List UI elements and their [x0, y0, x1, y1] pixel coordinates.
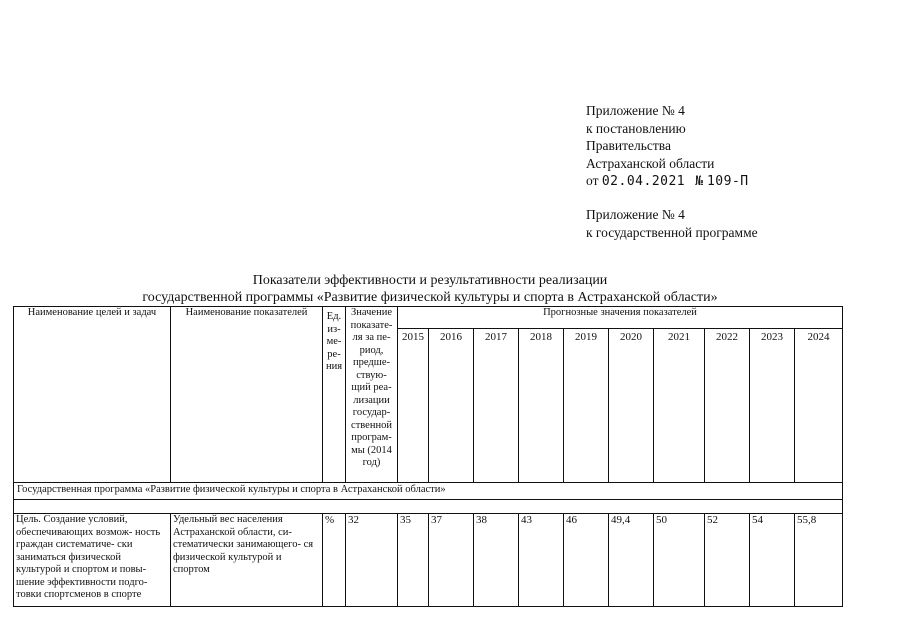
value-cell: 43 — [519, 514, 564, 607]
header-prev-value: Значение показате- ля за пе- риод, предше- ствую- щий реа- лизации государ- ственной програм- мы (2014 год) — [346, 307, 398, 483]
annex-decree-date-line — [586, 172, 886, 191]
value-cell: 49,4 — [609, 514, 654, 607]
header-forecast: Прогнозные значения показателей — [398, 307, 843, 329]
goal-cell: Цель. Создание условий, обеспечивающих возмож- ность граждан систематиче- ски заниматься физической культурой и спортом и повы- шение эффективности подго- товки спортсменов в спорте — [14, 514, 171, 607]
table-row — [14, 514, 843, 607]
value-cell: 35 — [398, 514, 429, 607]
annex-decree-block — [586, 102, 886, 191]
indicators-table — [13, 306, 843, 607]
header-goals: Наименование целей и задач — [14, 307, 171, 483]
header-year: 2015 — [398, 329, 429, 483]
annex-decree-line1: Приложение № 4 — [586, 103, 685, 118]
value-cell: 54 — [750, 514, 795, 607]
value-cell: 38 — [474, 514, 519, 607]
annex-decree-line2: к постановлению — [586, 120, 686, 136]
unit-cell: % — [323, 514, 346, 607]
header-year: 2022 — [705, 329, 750, 483]
header-year: 2021 — [654, 329, 705, 483]
annex-program-line1: Приложение № 4 — [586, 207, 685, 222]
spacer-row — [14, 500, 843, 514]
program-row: Государственная программа «Развитие физической культуры и спорта в Астраханской области» — [14, 483, 843, 500]
header-year: 2020 — [609, 329, 654, 483]
header-year: 2023 — [750, 329, 795, 483]
header-year: 2016 — [429, 329, 474, 483]
indicator-cell: Удельный вес населения Астраханской области, си- стематически занимающего- ся физической культурой и спортом — [171, 514, 323, 607]
prev-value-cell: 32 — [346, 514, 398, 607]
value-cell: 50 — [654, 514, 705, 607]
annex-program-block — [586, 206, 886, 241]
value-cell: 46 — [564, 514, 609, 607]
value-cell: 52 — [705, 514, 750, 607]
date-prefix: от — [586, 173, 599, 188]
header-year: 2019 — [564, 329, 609, 483]
header-unit: Ед. из- ме- ре- ния — [323, 307, 346, 483]
value-cell: 37 — [429, 514, 474, 607]
header-year: 2017 — [474, 329, 519, 483]
decree-number: 109-П — [706, 174, 749, 189]
annex-program-line2: к государственной программе — [586, 224, 758, 240]
document-title-line2: государственной программы «Развитие физической культуры и спорта в Астраханской области» — [142, 290, 718, 305]
document-title-line1: Показатели эффективности и результативности реализации — [252, 273, 608, 288]
header-year: 2018 — [519, 329, 564, 483]
value-cell: 55,8 — [795, 514, 843, 607]
decree-number-prefix: № — [695, 174, 704, 189]
annex-decree-line4: Астраханской области — [586, 155, 715, 171]
annex-decree-line3: Правительства — [586, 138, 671, 153]
header-indicators: Наименование показателей — [171, 307, 323, 483]
header-year: 2024 — [795, 329, 843, 483]
decree-date: 02.04.2021 — [601, 174, 686, 189]
